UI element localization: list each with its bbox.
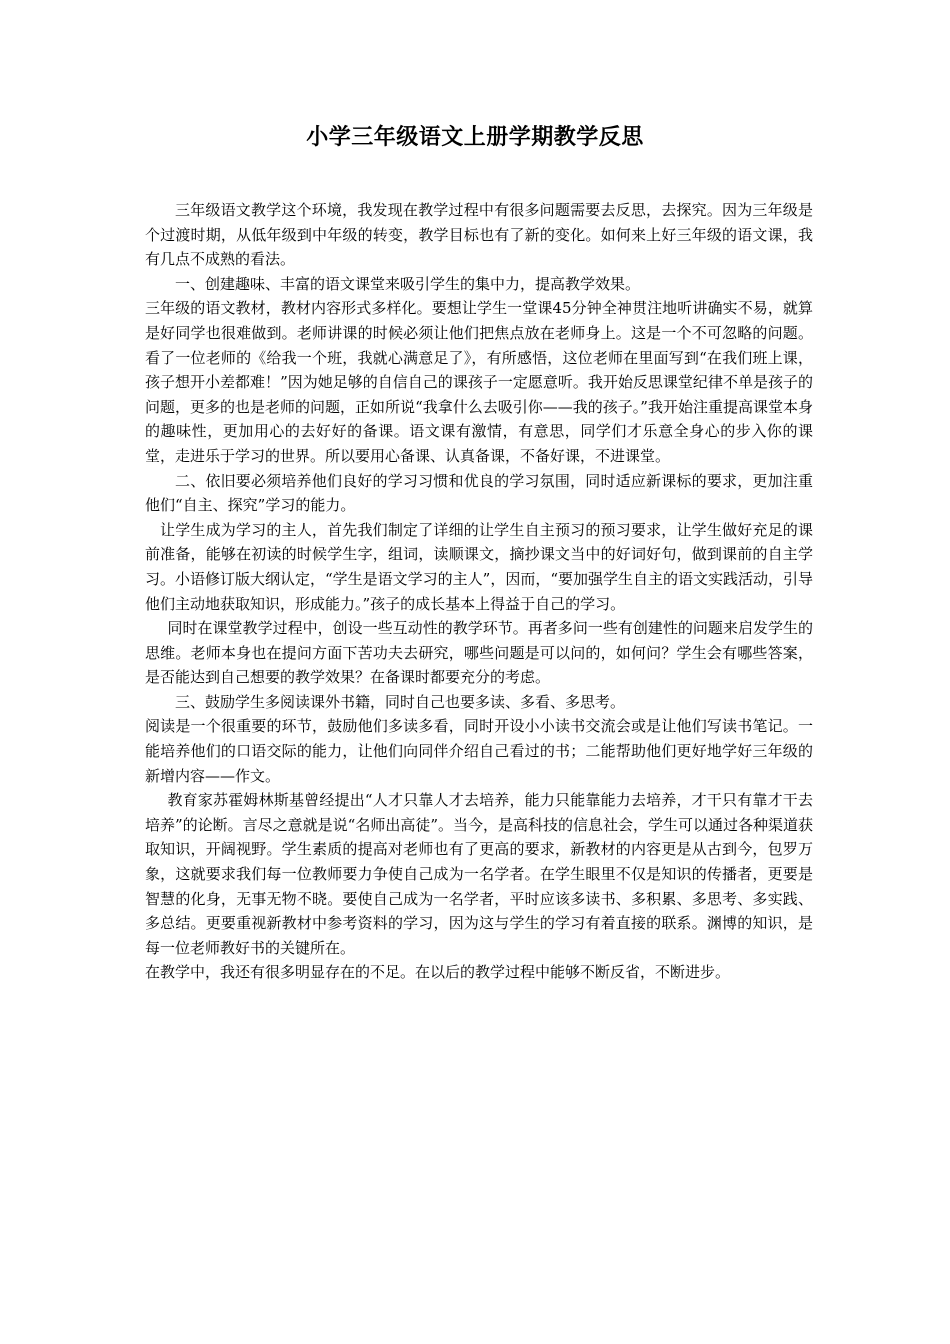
heading-section-1: 一、创建趣味、丰富的语文课堂来吸引学生的集中力，提高教学效果。 <box>175 274 641 293</box>
document-title: 小学三年级语文上册学期教学反思 <box>306 124 644 150</box>
paragraph-section-3a: 阅读是一个很重要的环节，鼓励他们多读多看，同时开设小小读书交流会或是让他们写读书笔记。一能培养他们的口语交际的能力，让他们向同伴介绍自己看过的书；二能帮助他们更好地学好三年级的新增内容——作文。 <box>145 717 813 785</box>
heading-section-3: 三、鼓励学生多阅读课外书籍，同时自己也要多读、多看、多思考。 <box>175 692 626 711</box>
paragraph-section-2a: 让学生成为学习的主人，首先我们制定了详细的让学生自主预习的预习要求，让学生做好充足的课前准备，能够在初读的时候学生字，组词，读顺课文，摘抄课文当中的好词好句，做到课前的自主学习。小语修订版大纲认定，“学生是语文学习的主人”，因而，“要加强学生自主的语文实践活动，引导他们主动地获取知识，形成能力。”孩子的成长基本上得益于自己的学习。 <box>145 520 814 613</box>
heading-section-2: 二、依旧要必须培养他们良好的学习习惯和优良的学习氛围，同时适应新课标的要求，更加注重他们“自主、探究”学习的能力。 <box>145 471 813 515</box>
paragraph-section-2b: 同时在课堂教学过程中，创设一些互动性的教学环节。再者多问一些有创建性的问题来启发学生的思维。老师本身也在提问方面下苦功夫去研究，哪些问题是可以问的，如何问？学生会有哪些答案，是否能达到自己想要的教学效果？在备课时都要充分的考虑。 <box>145 619 813 687</box>
paragraph-section-3b: 教育家苏霍姆林斯基曾经提出“人才只靠人才去培养，能力只能靠能力去培养，才干只有靠才干去培养”的论断。言尽之意就是说“名师出高徒”。当今，是高科技的信息社会，学生可以通过各种渠道获取知识，开阔视野。学生素质的提高对老师也有了更高的要求，新教材的内容更是从古到今，包罗万象，这就要求我们每一位教师要力争使自己成为一名学者。在学生眼里不仅是知识的传播者，更要是智慧的化身，无事无物不晓。要使自己成为一名学者，平时应该多读书、多积累、多思考、多实践、多总结。更要重视新教材中参考资料的学习，因为这与学生的学习有着直接的联系。渊博的知识，是每一位老师教好书的关键所在。 <box>145 791 814 957</box>
paragraph-section-1: 三年级的语文教材，教材内容形式多样化。要想让学生一堂课45分钟全神贯注地听讲确实不易，就算是好同学也很难做到。老师讲课的时候必须让他们把焦点放在老师身上。这是一个不可忽略的问题。看了一位老师的《给我一个班，我就心满意足了》，有所感悟，这位老师在里面写到“在我们班上课，孩子想开小差都难！”因为她足够的自信自己的课孩子一定愿意听。我开始反思课堂纪律不单是孩子的问题，更多的也是老师的问题，正如所说“我拿什么去吸引你——我的孩子。”我开始注重提高课堂本身的趣味性，更加用心的去好好的备课。语文课有激情，有意思，同学们才乐意全身心的步入你的课堂，走进乐于学习的世界。所以要用心备课、认真备课，不备好课，不进课堂。 <box>145 299 813 465</box>
paragraph-intro: 三年级语文教学这个环境，我发现在教学过程中有很多问题需要去反思，去探究。因为三年级是个过渡时期，从低年级到中年级的转变，教学目标也有了新的变化。如何来上好三年级的语文课，我有几点不成熟的看法。 <box>145 201 813 269</box>
paragraph-conclusion: 在教学中，我还有很多明显存在的不足。在以后的教学过程中能够不断反省，不断进步。 <box>145 963 731 982</box>
document-body <box>145 198 813 985</box>
